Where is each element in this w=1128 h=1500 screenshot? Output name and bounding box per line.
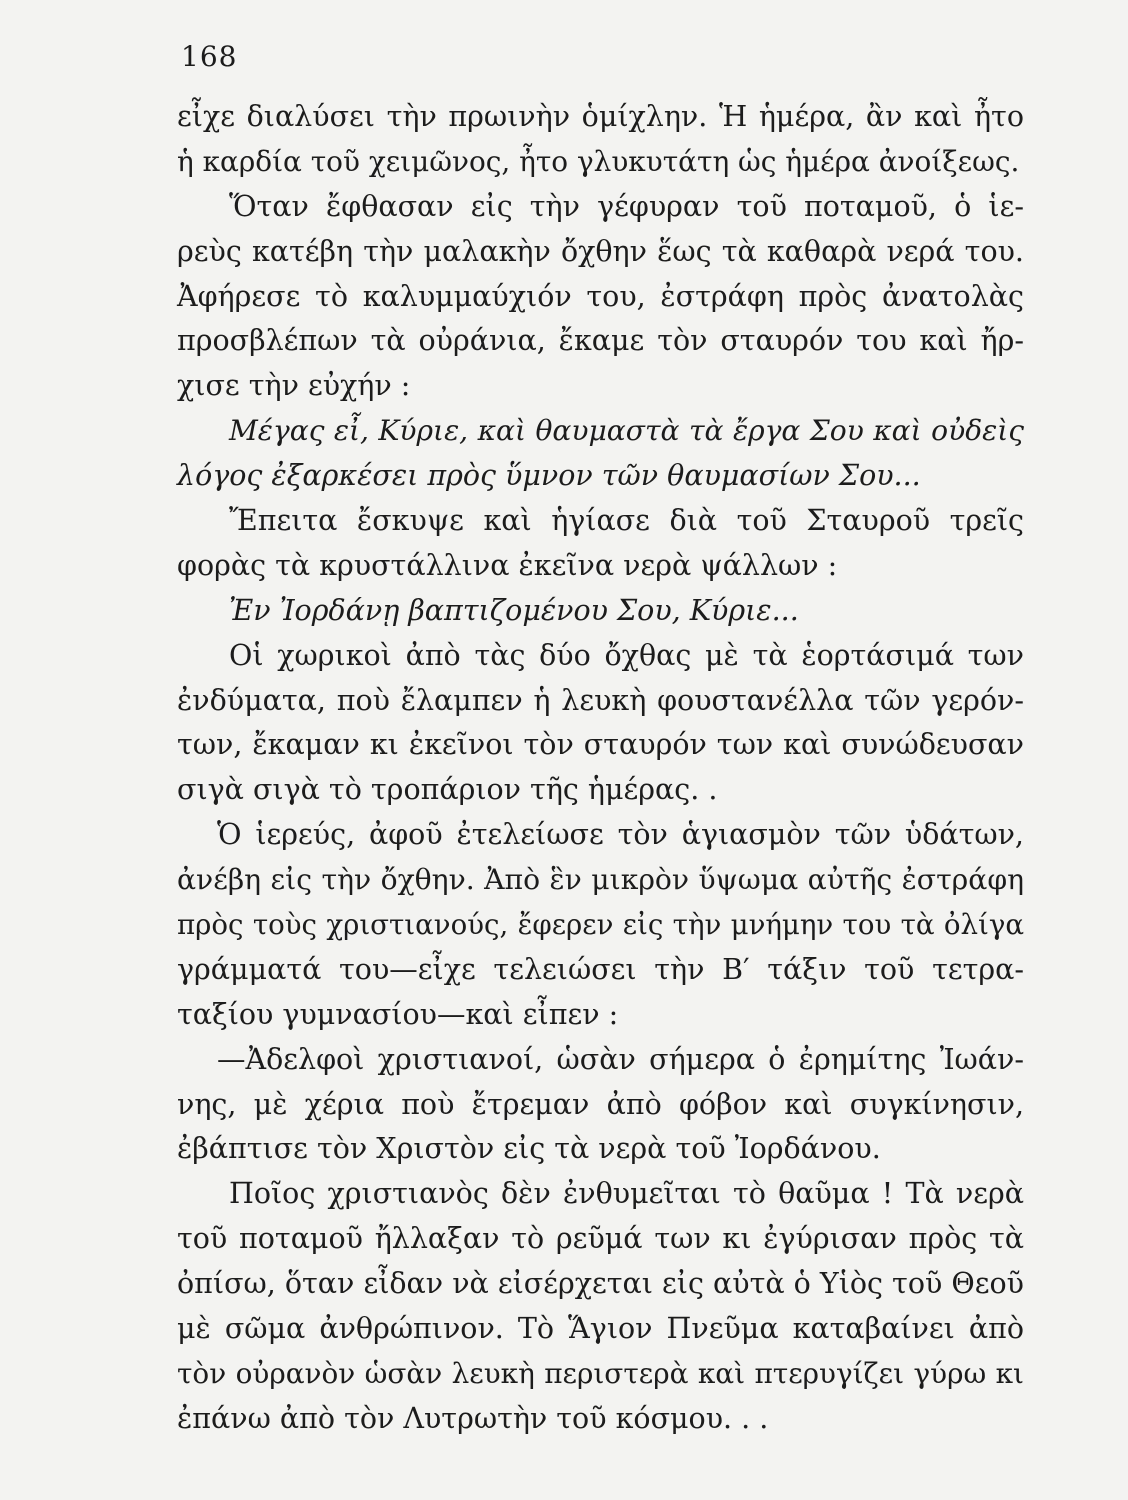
- body-text: [177, 95, 1024, 1442]
- text-line: Ἔπειτα ἔσκυψε καὶ ἡγίασε διὰ τοῦ Σταυροῦ τρεῖς: [229, 504, 1024, 538]
- text-line: ἐνδύματα, ποὺ ἔλαμπεν ἡ λευκὴ φουστανέλλα τῶν γερόν-: [177, 683, 1024, 717]
- speech-line: νης, μὲ χέρια ποὺ ἔτρεμαν ἀπὸ φόβον καὶ συγκίνησιν,: [177, 1087, 1024, 1121]
- speech-line: τὸν οὐρανὸν ὡσὰν λευκὴ περιστερὰ καὶ πτερυγίζει γύρω κι: [177, 1356, 1024, 1390]
- speech-line: —Ἀδελφοὶ χριστιανοί, ὡσὰν σήμερα ὁ ἐρημίτης Ἰωάν-: [217, 1042, 1024, 1076]
- text-line: γράμματά του—εἶχε τελειώσει τὴν Β′ τάξιν τοῦ τετρα-: [177, 952, 1024, 986]
- text-line: σιγὰ σιγὰ τὸ τροπάριον τῆς ἡμέρας. .: [177, 773, 718, 807]
- speech-line: ὀπίσω, ὅταν εἶδαν νὰ εἰσέρχεται εἰς αὐτὰ ὁ Υἱὸς τοῦ Θεοῦ: [177, 1267, 1024, 1301]
- speech-line: μὲ σῶμα ἀνθρώπινον. Τὸ Ἅγιον Πνεῦμα καταβαίνει ἀπὸ: [177, 1312, 1024, 1346]
- text-line: φορὰς τὰ κρυστάλλινα ἐκεῖνα νερὰ ψάλλων :: [177, 548, 838, 582]
- hymn-line: Ἐν Ἰορδάνῃ βαπτιζομένου Σου, Κύριε...: [229, 593, 799, 627]
- speech-line: ἐβάπτισε τὸν Χριστὸν εἰς τὰ νερὰ τοῦ Ἰορδάνου.: [177, 1132, 881, 1166]
- speech-line: τοῦ ποταμοῦ ἤλλαξαν τὸ ρεῦμά των κι ἐγύρισαν πρὸς τὰ: [177, 1222, 1024, 1256]
- text-line: πρὸς τοὺς χριστιανούς, ἔφερεν εἰς τὴν μνήμην του τὰ ὀλίγα: [177, 908, 1024, 942]
- text-line: εἶχε διαλύσει τὴν πρωινὴν ὁμίχλην. Ἡ ἡμέρα, ἂν καὶ ἦτο: [177, 100, 1024, 133]
- text-line: των, ἔκαμαν κι ἐκεῖνοι τὸν σταυρόν των καὶ συνώδευσαν: [177, 728, 1024, 762]
- text-line: χισε τὴν εὐχήν :: [177, 369, 411, 403]
- text-line: προσβλέπων τὰ οὐράνια, ἔκαμε τὸν σταυρόν του καὶ ἤρ-: [177, 324, 1024, 358]
- text-line: Ὁ ἱερεύς, ἀφοῦ ἐτελείωσε τὸν ἁγιασμὸν τῶν ὑδάτων,: [217, 818, 1024, 852]
- speech-line: ἐπάνω ἀπὸ τὸν Λυτρωτὴν τοῦ κόσμου. . .: [177, 1401, 769, 1435]
- prayer-line: Μέγας εἶ, Κύριε, καὶ θαυμαστὰ τὰ ἔργα Σου καὶ οὐδεὶς: [229, 414, 1024, 448]
- speech-line: Ποῖος χριστιανὸς δὲν ἐνθυμεῖται τὸ θαῦμα ! Τὰ νερὰ: [229, 1177, 1024, 1211]
- text-line: ἀνέβη εἰς τὴν ὄχθην. Ἀπὸ ἓν μικρὸν ὕψωμα αὐτῆς ἐστράφη: [177, 863, 1024, 897]
- text-line: ταξίου γυμνασίου—καὶ εἶπεν :: [177, 997, 619, 1031]
- text-line: ρεὺς κατέβη τὴν μαλακὴν ὄχθην ἕως τὰ καθαρὰ νερά του.: [177, 234, 1024, 268]
- text-line: ἡ καρδία τοῦ χειμῶνος, ἦτο γλυκυτάτη ὡς ἡμέρα ἀνοίξεως.: [177, 144, 1020, 178]
- prayer-line: λόγος ἐξαρκέσει πρὸς ὕμνον τῶν θαυμασίων Σου...: [177, 459, 921, 493]
- text-line: Ὅταν ἔφθασαν εἰς τὴν γέφυραν τοῦ ποταμοῦ, ὁ ἱε-: [229, 189, 1024, 223]
- text-line: Οἱ χωρικοὶ ἀπὸ τὰς δύο ὄχθας μὲ τὰ ἑορτάσιμά των: [229, 638, 1024, 672]
- page-number: 168: [181, 40, 238, 73]
- text-line: Ἀφήρεσε τὸ καλυμμαύχιόν του, ἐστράφη πρὸς ἀνατολὰς: [177, 279, 1024, 313]
